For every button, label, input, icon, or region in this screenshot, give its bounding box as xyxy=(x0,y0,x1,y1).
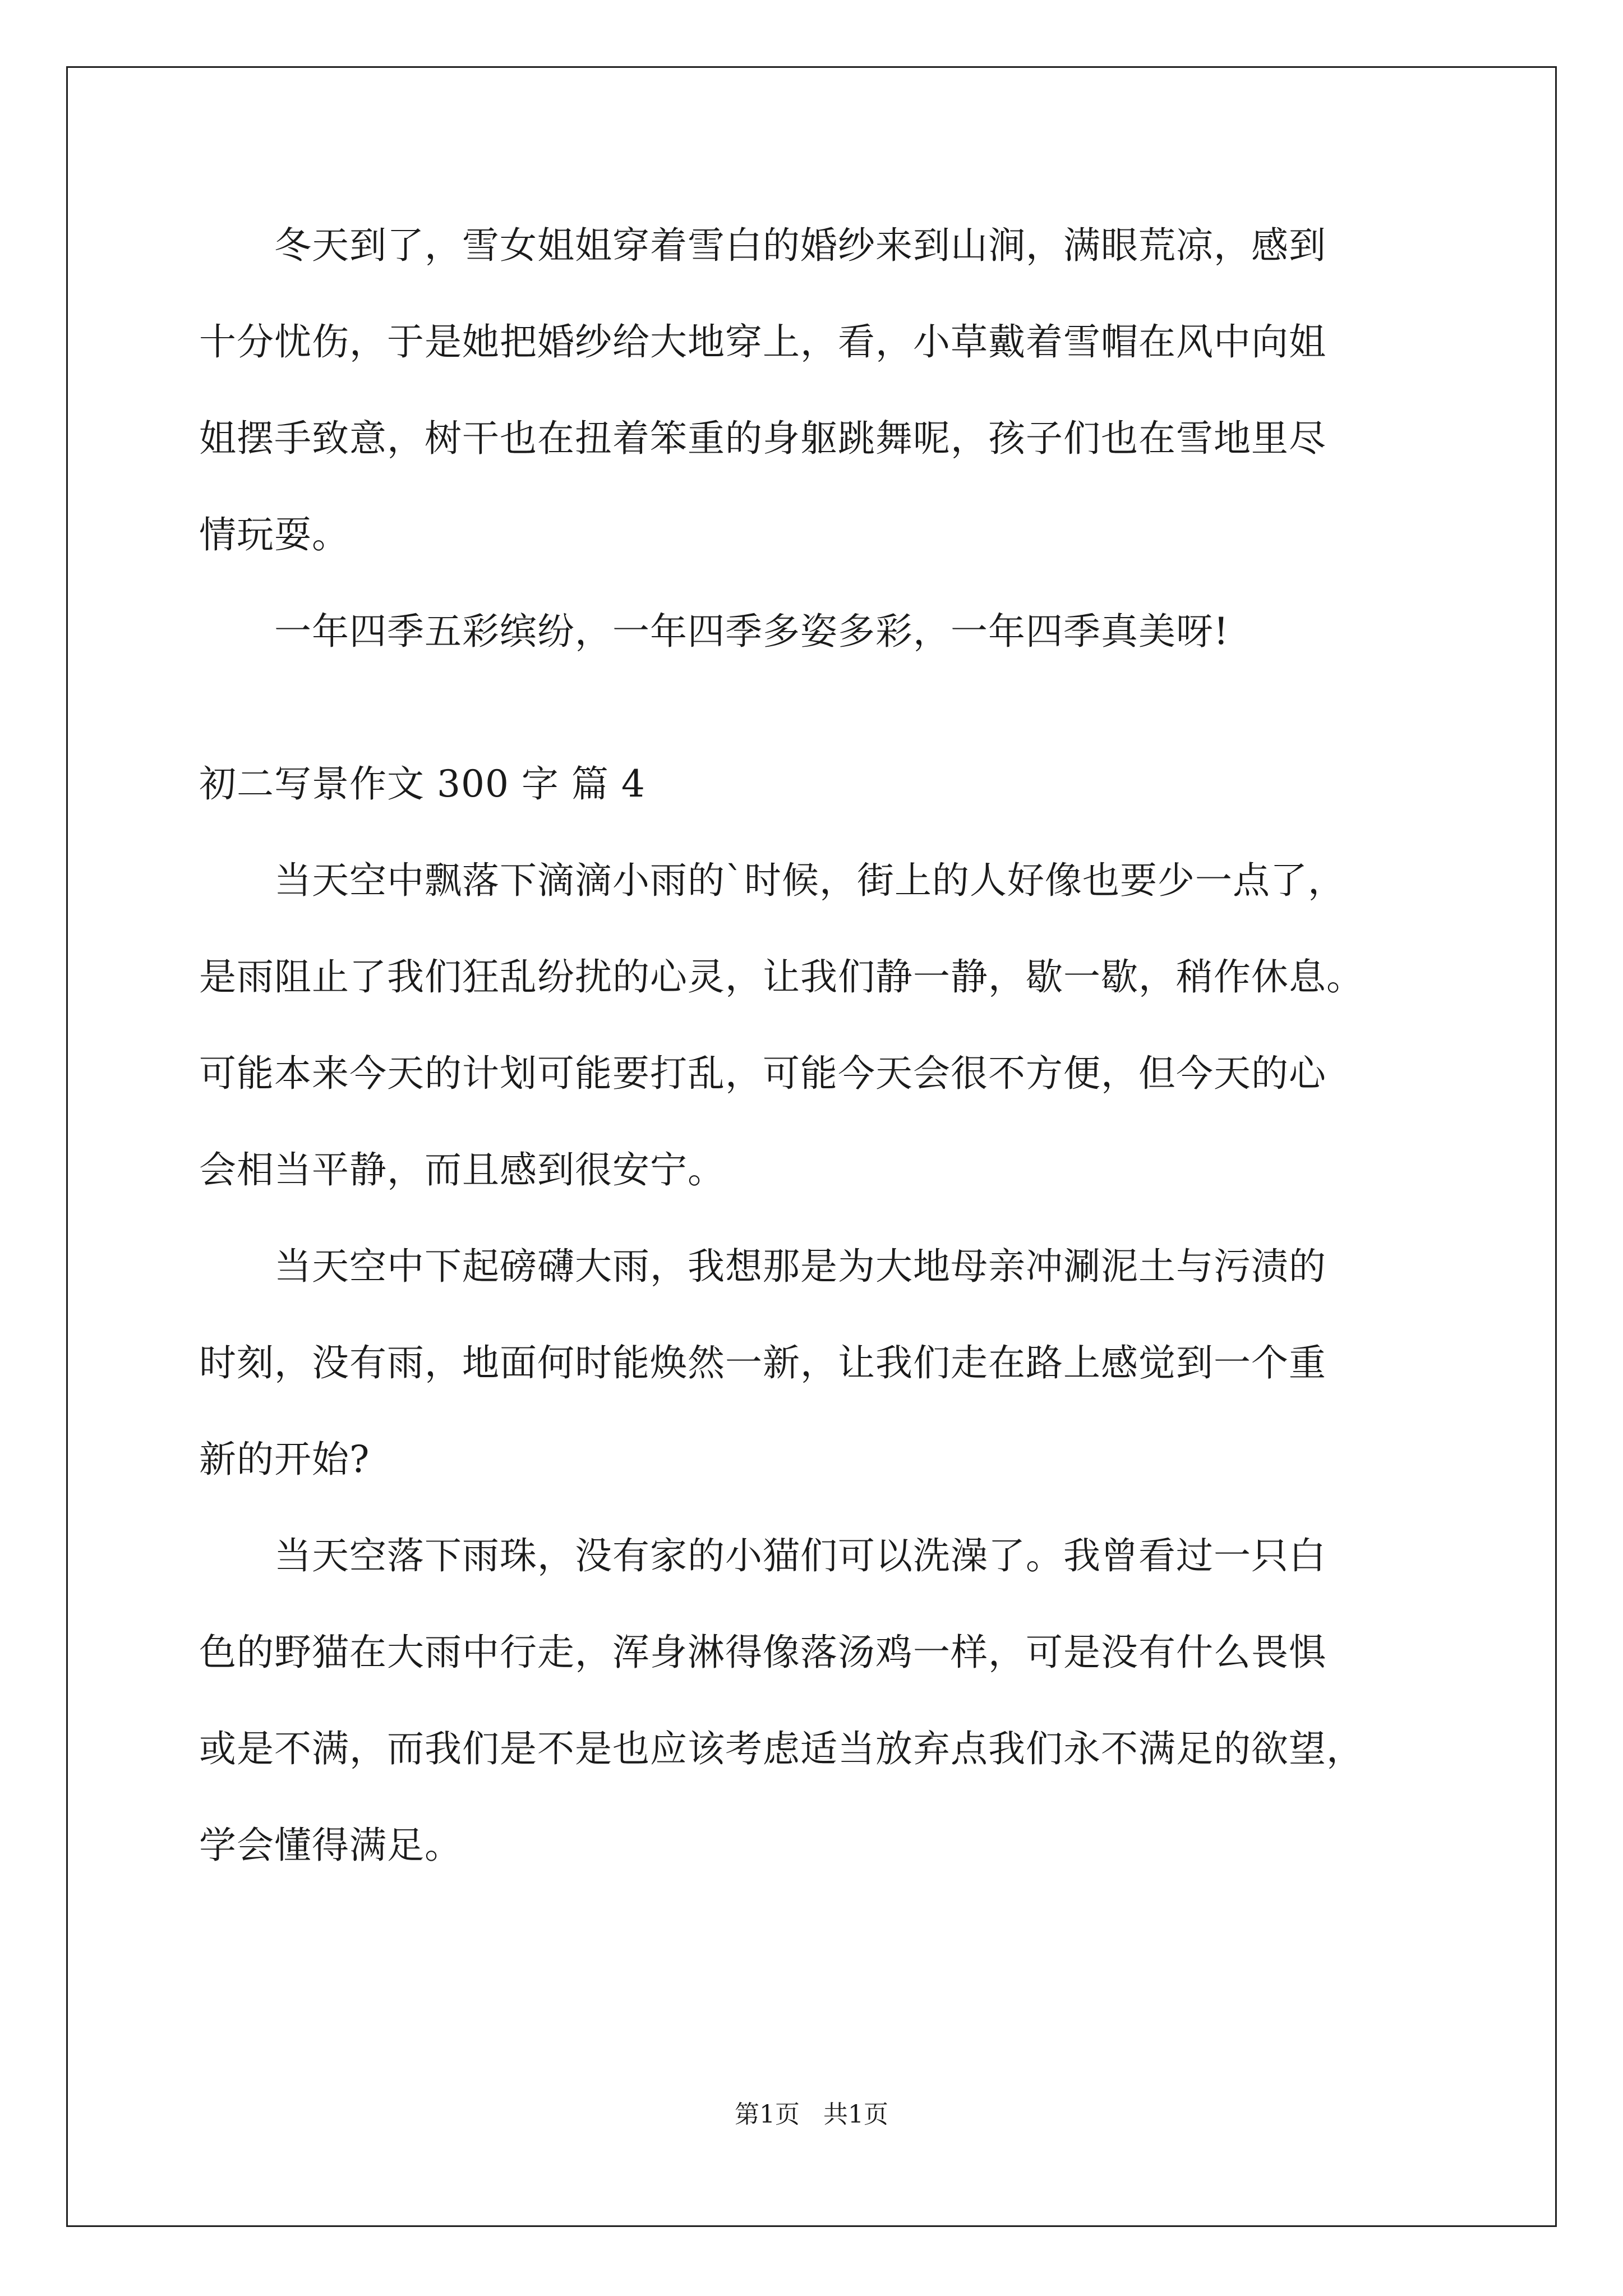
paragraph-line: 是雨阻止了我们狂乱纷扰的心灵，让我们静一静，歇一歇，稍作休息。 xyxy=(199,955,1364,999)
paragraph-line: 十分忧伤，于是她把婚纱给大地穿上，看，小草戴着雪帽在风中向姐 xyxy=(199,320,1326,364)
paragraph-line: 当天空落下雨珠，没有家的小猫们可以洗澡了。我曾看过一只白 xyxy=(199,1534,1326,1577)
paragraph-line: 姐摆手致意，树干也在扭着笨重的身躯跳舞呢，孩子们也在雪地里尽 xyxy=(199,417,1326,460)
paragraph-line: 或是不满，而我们是不是也应该考虑适当放弃点我们永不满足的欲望， xyxy=(199,1727,1364,1770)
paragraph-line: 冬天到了，雪女姐姐穿着雪白的婚纱来到山涧，满眼荒凉，感到 xyxy=(199,224,1326,267)
paragraph-line: 情玩耍。 xyxy=(199,513,349,556)
paragraph-line: 学会懂得满足。 xyxy=(199,1824,462,1867)
paragraph-line: 当天空中飘落下滴滴小雨的`时候，街上的人好像也要少一点了， xyxy=(199,859,1345,902)
paragraph-line: 时刻，没有雨，地面何时能焕然一新，让我们走在路上感觉到一个重 xyxy=(199,1341,1326,1384)
paragraph-line: 会相当平静，而且感到很安宁。 xyxy=(199,1148,725,1191)
paragraph-line: 当天空中下起磅礴大雨，我想那是为大地母亲冲涮泥土与污渍的 xyxy=(199,1245,1326,1288)
section-heading: 初二写景作文 300 字 篇 4 xyxy=(199,762,645,806)
page-border xyxy=(66,66,1557,2227)
paragraph-line: 一年四季五彩缤纷，一年四季多姿多彩，一年四季真美呀! xyxy=(199,610,1229,653)
page-footer: 第1页 共1页 xyxy=(735,2100,888,2129)
paragraph-line: 可能本来今天的计划可能要打乱，可能今天会很不方便，但今天的心 xyxy=(199,1052,1326,1095)
paragraph-line: 色的野猫在大雨中行走，浑身淋得像落汤鸡一样，可是没有什么畏惧 xyxy=(199,1631,1326,1674)
paragraph-line: 新的开始? xyxy=(199,1438,370,1481)
